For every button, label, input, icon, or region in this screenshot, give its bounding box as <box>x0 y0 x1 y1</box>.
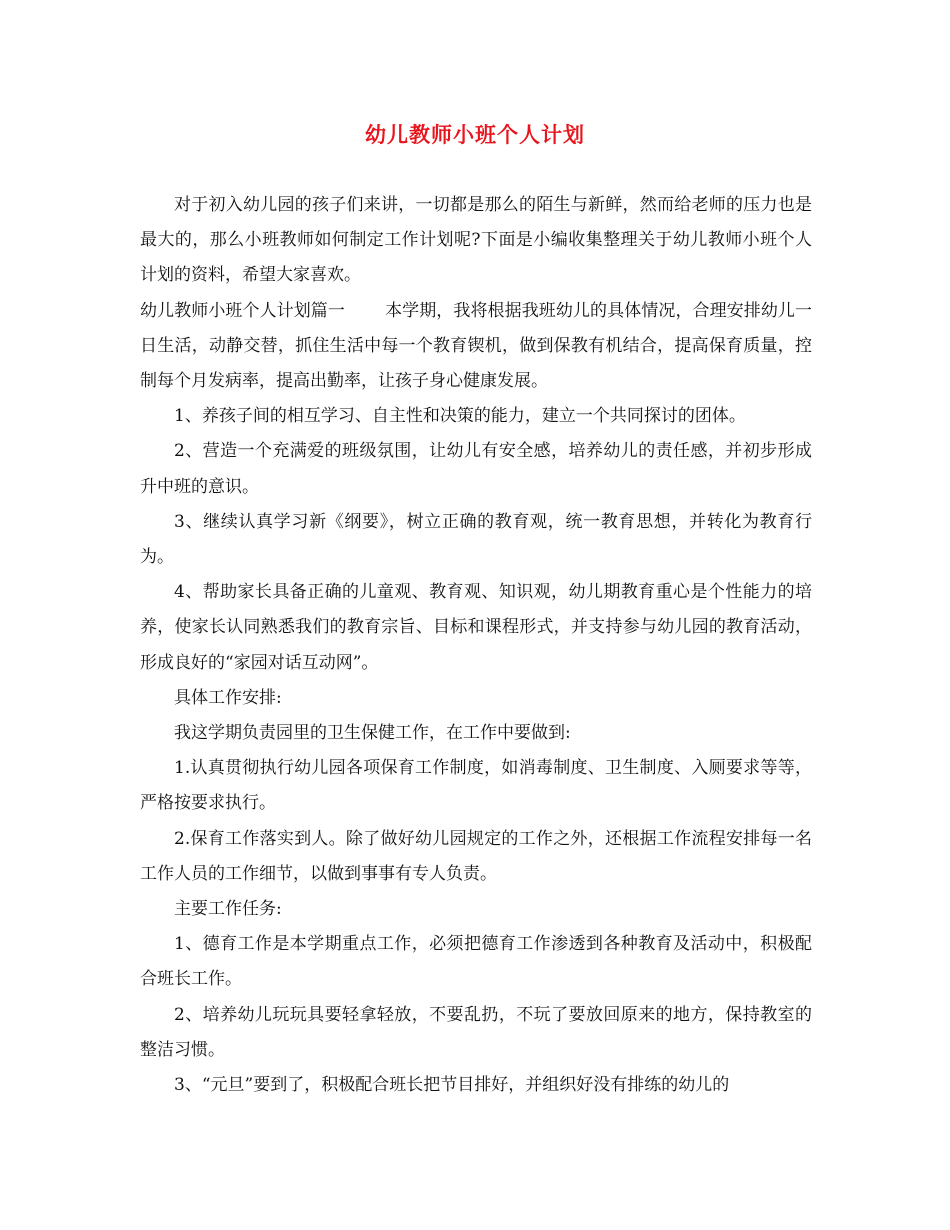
tasks-heading: 主要工作任务: <box>174 899 282 920</box>
task-item: 3、“元旦”要到了，积极配合班长把节目排好，并组织好没有排练的幼儿的 <box>174 1075 730 1096</box>
arrangement-item: 1.认真贯彻执行幼儿园各项保育工作制度，如消毒制度、卫生制度、入厕要求等等，严格按要求执行。 <box>140 758 812 814</box>
intro-paragraph: 对于初入幼儿园的孩子们来讲，一切都是那么的陌生与新鲜，然而给老师的压力也是最大的，那么小班教师如何制定工作计划呢?下面是小编收集整理关于幼儿教师小班个人计划的资料，希望大家喜欢。 <box>140 195 812 286</box>
section-label: 幼儿教师小班个人计划篇一 <box>140 300 345 321</box>
goal-item: 3、继续认真学习新《纲要》，树立正确的教育观，统一教育思想，并转化为教育行为。 <box>140 511 812 568</box>
arrangement-intro: 我这学期负责园里的卫生保健工作，在工作中要做到: <box>174 723 571 744</box>
section-text: 本学期，我将根据我班幼儿的具体情况，合理安排幼儿一日生活，动静交替，抓住生活中每一个教育锲机，做到保教有机结合，提高保育质量，控制每个月发病率，提高出勤率，让孩子身心健康发展。 <box>140 300 813 392</box>
goal-item: 4、帮助家长具备正确的儿童观、教育观、知识观，幼儿期教育重心是个性能力的培养，使家长认同熟悉我们的教育宗旨、目标和课程形式，并支持参与幼儿园的教育活动，形成良好的“家园对话互动网”。 <box>140 582 812 673</box>
task-item: 1、德育工作是本学期重点工作，必须把德育工作渗透到各种教育及活动中，积极配合班长工作。 <box>140 934 812 990</box>
arrangement-heading: 具体工作安排: <box>174 687 282 708</box>
document-body <box>140 188 812 1103</box>
goal-item: 1、养孩子间的相互学习、自主性和决策的能力，建立一个共同探讨的团体。 <box>174 406 746 427</box>
goal-item: 2、营造一个充满爱的班级氛围，让幼儿有安全感，培养幼儿的责任感，并初步形成升中班的意识。 <box>140 441 812 497</box>
arrangement-item: 2.保育工作落实到人。除了做好幼儿园规定的工作之外，还根据工作流程安排每一名工作人员的工作细节，以做到事事有专人负责。 <box>140 828 812 884</box>
section-paragraph <box>140 294 812 400</box>
document-title: 幼儿教师小班个人计划 <box>365 122 585 147</box>
task-item: 2、培养幼儿玩玩具要轻拿轻放，不要乱扔，不玩了要放回原来的地方，保持教室的整洁习惯。 <box>140 1004 812 1060</box>
